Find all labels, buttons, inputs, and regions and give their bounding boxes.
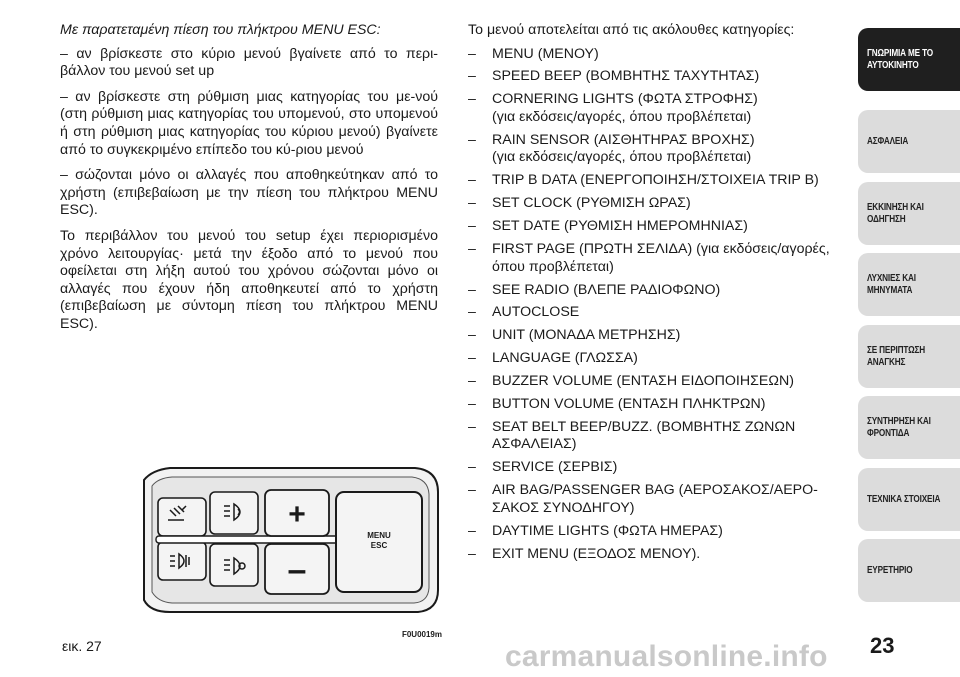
list-dash: – [468,172,476,189]
list-dash: – [468,395,476,412]
menu-category-label: UNIT (ΜΟΝΑΔΑ ΜΕΤΡΗΣΗΣ) [492,327,681,344]
menu-category-item [468,459,848,477]
divider-strip [156,536,362,543]
list-dash: – [468,281,476,298]
menu-category-item [468,327,848,345]
chapter-tab-label: ΕΥΡΕΤΗΡΙΟ [867,564,913,576]
menu-category-label: EXIT MENU (ΕΞΟΔΟΣ ΜΕΝΟΥ). [492,545,701,562]
list-intro: Το μενού αποτελείται από τις ακόλουθες κατηγορίες: [468,22,795,38]
menu-category-label: BUZZER VOLUME (ΕΝΤΑΣΗ ΕΙΔΟΠΟΙΗΣΕΩΝ) [492,373,794,390]
menu-category-label: RAIN SENSOR (ΑΙΣΘΗΤΗΡΑΣ ΒΡΟΧΗΣ) [492,131,755,148]
menu-category-label: AIR BAG/PASSENGER BAG (ΑΕΡΟΣΑΚΟΣ/ΑΕΡΟ- [492,482,818,499]
menu-category-item [468,195,848,213]
menu-category-item [468,218,848,236]
list-dash: – [468,373,476,390]
left-column [60,22,438,342]
list-dash: – [468,195,476,212]
list-dash: – [468,45,476,62]
right-column [468,22,848,568]
list-dash: – [468,327,476,344]
list-dash: – [468,91,476,108]
esc-label: ESC [370,541,388,550]
chapter-tab-2[interactable] [858,110,960,173]
chapter-tab-7[interactable] [858,468,960,531]
menu-category-item [468,482,848,517]
paragraph: – αν βρίσκεστε στο κύριο μενού βγαίνετε από το περι-βάλλον του μενού set up [60,45,438,80]
chapter-tab-3[interactable] [858,182,960,245]
menu-category-label: SEAT BELT BEEP/BUZZ. (ΒΟΜΒΗΤΗΣ ΖΩΝΩΝ [492,418,796,435]
menu-category-item [468,523,848,541]
chapter-tab-label: ΣΥΝΤΗΡΗΣΗ ΚΑΙ ΦΡΟΝΤΙΔΑ [867,415,931,439]
chapter-tab-label: ΑΣΦΑΛΕΙΑ [867,135,909,147]
page-number: 23 [870,633,895,658]
menu-category-label: CORNERING LIGHTS (ΦΩΤΑ ΣΤΡΟΦΗΣ) [492,91,758,108]
chapter-tab-label: ΛΥΧΝΙΕΣ ΚΑΙ ΜΗΝΥΜΑΤΑ [867,272,916,296]
list-dash: – [468,68,476,85]
menu-category-item [468,282,848,300]
menu-category-item [468,132,848,167]
list-dash: – [468,418,476,435]
figure-27 [60,430,442,654]
menu-category-item [468,241,848,276]
menu-category-label: FIRST PAGE (ΠΡΩΤΗ ΣΕΛΙΔΑ) (για εκδόσεις/αγορές, [492,241,830,258]
menu-category-label: SERVICE (ΣΕΡΒΙΣ) [492,459,618,476]
chapter-tab-4[interactable] [858,253,960,316]
menu-category-label: TRIP B DATA (ΕΝΕΡΓΟΠΟΙΗΣΗ/ΣΤΟΙΧΕΙΑ TRIP B) [492,172,819,189]
chapter-tab-label: ΓΝΩΡΙΜΙΑ ΜΕ ΤΟ ΑΥΤΟΚΙΝΗΤΟ [867,47,934,71]
menu-category-note: όπου προβλέπεται) [492,258,614,275]
list-dash: – [468,304,476,321]
rear-fog-icon [170,554,189,568]
menu-category-item [468,546,848,564]
menu-label: MENU [367,531,391,540]
figure-code: F0U0019m [401,630,442,639]
menu-category-label: SET DATE (ΡΥΘΜΙΣΗ ΗΜΕΡΟΜΗΝΙΑΣ) [492,218,748,235]
menu-category-item [468,91,848,126]
menu-category-note: ΣΑΚΟΣ ΣΥΝΟΔΗΓΟΥ) [492,499,635,516]
chapter-tab-label: ΤΕΧΝΙΚΑ ΣΤΟΙΧΕΙΑ [867,493,941,505]
menu-category-item [468,373,848,391]
menu-category-item [468,46,848,64]
menu-category-label: DAYTIME LIGHTS (ΦΩΤΑ ΗΜΕΡΑΣ) [492,522,723,539]
menu-category-label: SPEED BEEP (ΒΟΜΒΗΤΗΣ ΤΑΧΥΤΗΤΑΣ) [492,68,760,85]
chapter-sidebar [858,28,960,628]
menu-category-label: AUTOCLOSE [492,304,580,321]
menu-category-list [468,46,848,564]
rear-fog-button [158,542,206,580]
chapter-tab-6[interactable] [858,396,960,459]
menu-category-note: (για εκδόσεις/αγορές, όπου προβλέπεται) [492,149,752,166]
paragraph: Το περιβάλλον του μενού του setup έχει περιορισμένο χρόνο λειτουργίας· μετά την έξοδο από το μενού που οφείλεται στη λήξη αυτού του χρόνου σώζονται μόνο οι αλλαγές που έχουν ήδη αποθηκευτεί από το χρήστη (επιβεβαίωση με σύντομη πίεση του πλήκτρου MENU ESC). [60,227,438,332]
menu-category-item [468,396,848,414]
menu-category-label: BUTTON VOLUME (ΕΝΤΑΣΗ ΠΛΗΚΤΡΩΝ) [492,395,766,412]
list-dash: – [468,350,476,367]
minus-label: – [287,551,307,589]
menu-category-label: LANGUAGE (ΓΛΩΣΣΑ) [492,350,638,367]
chapter-tab-label: ΣΕ ΠΕΡΙΠΤΩΣΗ ΑΝΑΓΚΗΣ [867,344,926,368]
menu-category-item [468,172,848,190]
list-dash: – [468,459,476,476]
control-panel-illustration [60,430,442,635]
chapter-tab-8[interactable] [858,539,960,602]
menu-category-item [468,68,848,86]
watermark: carmanualsonline.info [505,640,828,673]
menu-category-item [468,304,848,322]
menu-category-note: ΑΣΦΑΛΕΙΑΣ) [492,436,577,453]
list-dash: – [468,218,476,235]
menu-category-item [468,350,848,368]
section-heading: Με παρατεταμένη πίεση του πλήκτρου MENU ESC: [60,22,381,38]
chapter-tab-label: ΕΚΚΙΝΗΣΗ ΚΑΙ ΟΔΗΓΗΣΗ [867,201,924,225]
chapter-tab-5[interactable] [858,325,960,388]
list-dash: – [468,241,476,258]
menu-category-note: (για εκδόσεις/αγορές, όπου προβλέπεται) [492,108,752,125]
paragraph: – σώζονται μόνο οι αλλαγές που αποθηκεύτηκαν από το χρήστη (επιβεβαίωση με την πίεση του πλήκτρου MENU ESC). [60,167,438,219]
list-dash: – [468,131,476,148]
rear-demister-button [158,498,206,536]
menu-category-item [468,419,848,454]
menu-category-label: SET CLOCK (ΡΥΘΜΙΣΗ ΩΡΑΣ) [492,195,691,212]
list-dash: – [468,522,476,539]
figure-caption: εικ. 27 [62,638,102,654]
list-dash: – [468,545,476,562]
menu-category-label: SEE RADIO (ΒΛΕΠΕ ΡΑΔΙΟΦΩΝΟ) [492,281,721,298]
paragraph: – αν βρίσκεστε στη ρύθμιση μιας κατηγορίας του με-νού (στη ρύθμιση μιας κατηγορίας του υπομενού, στο υπομενού ή στη ρύθμιση μιας κατηγορίας του κύριου μενού) βγαίνετε από το συγκεκριμένο επίπεδο του κύ-ριου μενού [60,88,438,158]
plus-label: + [288,498,306,531]
menu-category-label: MENU (ΜΕΝΟΥ) [492,45,599,62]
chapter-tab-1[interactable] [858,28,960,91]
list-dash: – [468,482,476,499]
